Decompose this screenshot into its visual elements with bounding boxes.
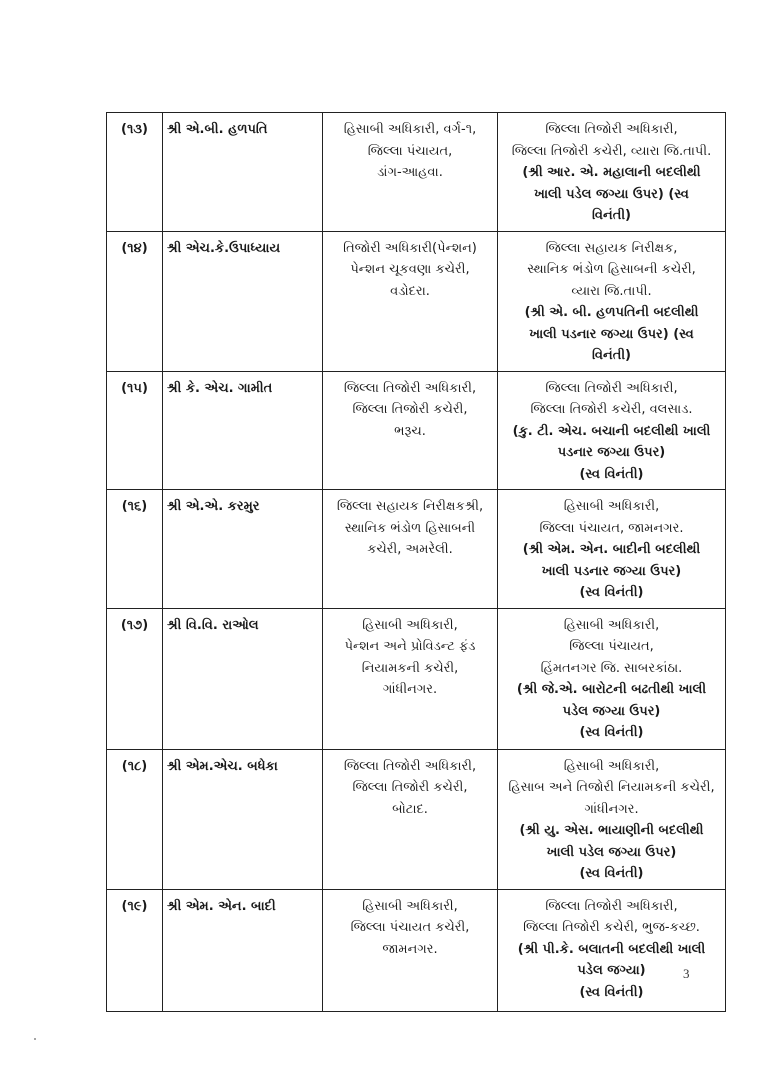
new-posting-line: સ્થાનિક ભંડોળ હિસાબની કચેરી, bbox=[527, 262, 696, 277]
serial-number: (૧૮) bbox=[107, 749, 163, 889]
new-posting bbox=[498, 889, 726, 1011]
new-posting-line: જિલ્લા પંચાયત, bbox=[569, 639, 654, 654]
serial-number: (૧૩) bbox=[107, 113, 163, 232]
officer-name: શ્રી એ.બી. હળપતિ bbox=[163, 113, 323, 232]
vacancy-note-line: ખાલી પડનાર જગ્યા ઉપર) bbox=[541, 563, 682, 579]
new-posting-line: જિલ્લા પંચાયત, જામનગર. bbox=[539, 520, 684, 536]
current-posting-line: જિલ્લા તિજોરી કચેરી, bbox=[352, 402, 468, 417]
vacancy-note-line: (કુ. ટી. એચ. બચાની બદલીથી ખાલી bbox=[512, 423, 711, 439]
serial-number: (૧૬) bbox=[107, 490, 163, 609]
officer-name: શ્રી એ.એ. કરમુર bbox=[163, 490, 323, 609]
new-posting-line: જિલ્લા તિજોરી કચેરી, ભુજ-કચ્છ. bbox=[523, 920, 700, 935]
current-posting-line: જામનગર. bbox=[382, 941, 438, 957]
current-posting-line: ડાંગ-આહવા. bbox=[377, 165, 443, 180]
new-posting bbox=[498, 231, 726, 371]
current-posting bbox=[323, 608, 498, 749]
officer-name: શ્રી વિ.વિ. રાઓલ bbox=[163, 608, 323, 749]
vacancy-note-line: (શ્રી જે.એ. બારોટની બઢતીથી ખાલી bbox=[516, 682, 707, 697]
current-posting-line: જિલ્લા પંચાયત કચેરી, bbox=[350, 920, 470, 935]
vacancy-note-line: (શ્રી આર. એ. મહાલાની બદલીથી bbox=[522, 165, 701, 180]
current-posting-line: હિસાબી અધિકારી, વર્ગ-૧, bbox=[343, 122, 477, 137]
new-posting-line: જિલ્લા સહાયક નિરીક્ષક, bbox=[545, 240, 678, 256]
current-posting-line: નિયામકની કચેરી, bbox=[361, 660, 459, 676]
current-posting-line: ગાંધીનગર. bbox=[382, 682, 438, 697]
new-posting-line: વ્યારા જિ.તાપી. bbox=[571, 283, 652, 299]
current-posting bbox=[323, 231, 498, 371]
transfer-row bbox=[107, 113, 726, 232]
vacancy-note-line: ખાલી પડેલ જગ્યા ઉપર) bbox=[546, 844, 677, 860]
vacancy-note-line: ખાલી પડેલ જગ્યા ઉપર) (સ્વ bbox=[534, 186, 689, 202]
officer-name: શ્રી એચ.કે.ઉપાધ્યાય bbox=[163, 231, 323, 371]
new-posting-line: હિસાબ અને તિજોરી નિયામકની કચેરી, bbox=[508, 780, 715, 795]
transfer-table-body bbox=[107, 113, 726, 1012]
vacancy-note-line: (સ્વ વિનંતી) bbox=[579, 466, 644, 482]
vacancy-note-line: (શ્રી યુ. એસ. ભાયાણીની બદલીથી bbox=[519, 823, 704, 838]
vacancy-note-line: (સ્વ વિનંતી) bbox=[579, 725, 644, 740]
current-posting-line: પેન્શન અને પ્રોવિડન્ટ ફંડ bbox=[344, 639, 476, 654]
new-posting-line: હિસાબી અધિકારી, bbox=[563, 758, 660, 774]
new-posting bbox=[498, 113, 726, 232]
current-posting-line: જિલ્લા તિજોરી કચેરી, bbox=[352, 780, 468, 795]
vacancy-note-line: પડેલ જગ્યા) bbox=[577, 963, 646, 978]
current-posting-line: બોટાદ. bbox=[392, 801, 428, 817]
vacancy-note-line: (શ્રી પી.કે. બલાતની બદલીથી ખાલી bbox=[517, 941, 706, 957]
new-posting-line: હિસાબી અધિકારી, bbox=[563, 499, 660, 514]
current-posting bbox=[323, 490, 498, 609]
new-posting bbox=[498, 490, 726, 609]
vacancy-note-line: (સ્વ વિનંતી) bbox=[579, 866, 644, 881]
serial-number: (૧૪) bbox=[107, 231, 163, 371]
transfer-row bbox=[107, 889, 726, 1011]
current-posting-line: તિજોરી અધિકારી(પેન્શન) bbox=[343, 240, 477, 256]
transfer-row bbox=[107, 231, 726, 371]
new-posting bbox=[498, 749, 726, 889]
current-posting bbox=[323, 371, 498, 490]
transfer-row bbox=[107, 490, 726, 609]
vacancy-note-line: પડેલ જગ્યા ઉપર) bbox=[562, 703, 661, 719]
vacancy-note-line: પડનાર જગ્યા ઉપર) bbox=[557, 445, 666, 460]
current-posting-line: વડોદરા. bbox=[390, 283, 430, 299]
current-posting-line: સ્થાનિક ભંડોળ હિસાબની bbox=[344, 520, 476, 536]
new-posting-line: હિસાબી અધિકારી, bbox=[563, 617, 660, 633]
new-posting-line: જિલ્લા તિજોરી કચેરી, વ્યારા જિ.તાપી. bbox=[511, 143, 712, 159]
officer-name: શ્રી કે. એચ. ગામીત bbox=[163, 371, 323, 490]
current-posting-line: જિલ્લા સહાયક નિરીક્ષકશ્રી, bbox=[336, 499, 484, 514]
serial-number: (૧૭) bbox=[107, 608, 163, 749]
vacancy-note-line: (સ્વ વિનંતી) bbox=[579, 585, 644, 600]
current-posting-line: પેન્શન ચૂકવણા કચેરી, bbox=[350, 262, 470, 277]
vacancy-note-line: વિનંતી) bbox=[591, 208, 631, 223]
current-posting-line: હિસાબી અધિકારી, bbox=[362, 898, 458, 914]
current-posting-line: હિસાબી અધિકારી, bbox=[362, 617, 458, 633]
page-number: 3 bbox=[683, 966, 690, 981]
current-posting-line: ભરૂચ. bbox=[394, 423, 426, 439]
transfer-row bbox=[107, 749, 726, 889]
current-posting-line: જિલ્લા તિજોરી અધિકારી, bbox=[343, 758, 477, 774]
officer-name: શ્રી એમ.એચ. બધેકા bbox=[163, 749, 323, 889]
new-posting-line: ગાંધીનગર. bbox=[584, 801, 639, 817]
current-posting-line: જિલ્લા પંચાયત, bbox=[367, 143, 453, 159]
transfer-row bbox=[107, 371, 726, 490]
vacancy-note-line: વિનંતી) bbox=[591, 348, 631, 363]
new-posting-line: જિલ્લા તિજોરી અધિકારી, bbox=[545, 380, 678, 396]
current-posting bbox=[323, 889, 498, 1011]
current-posting-line: કચેરી, અમરેલી. bbox=[367, 542, 453, 557]
current-posting-line: જિલ્લા તિજોરી અધિકારી, bbox=[343, 380, 477, 396]
vacancy-note-line: (સ્વ વિનંતી) bbox=[579, 984, 644, 1000]
new-posting-line: હિંમતનગર જિ. સાબરકાંઠા. bbox=[540, 660, 683, 676]
new-posting-line: જિલ્લા તિજોરી કચેરી, વલસાડ. bbox=[530, 402, 693, 417]
new-posting-line: જિલ્લા તિજોરી અધિકારી, bbox=[545, 898, 678, 914]
current-posting bbox=[323, 113, 498, 232]
transfer-row bbox=[107, 608, 726, 749]
vacancy-note-line: ખાલી પડનાર જગ્યા ઉપર) (સ્વ bbox=[529, 326, 694, 342]
current-posting bbox=[323, 749, 498, 889]
new-posting-line: જિલ્લા તિજોરી અધિકારી, bbox=[545, 122, 678, 137]
scan-speck bbox=[34, 1038, 36, 1040]
new-posting bbox=[498, 608, 726, 749]
serial-number: (૧૯) bbox=[107, 889, 163, 1011]
officer-name: શ્રી એમ. એન. બાદી bbox=[163, 889, 323, 1011]
vacancy-note-line: (શ્રી એ. બી. હળપતિની બદલીથી bbox=[524, 305, 699, 320]
new-posting bbox=[498, 371, 726, 490]
transfer-table bbox=[106, 112, 726, 1012]
vacancy-note-line: (શ્રી એમ. એન. બાદીની બદલીથી bbox=[522, 542, 701, 557]
serial-number: (૧૫) bbox=[107, 371, 163, 490]
